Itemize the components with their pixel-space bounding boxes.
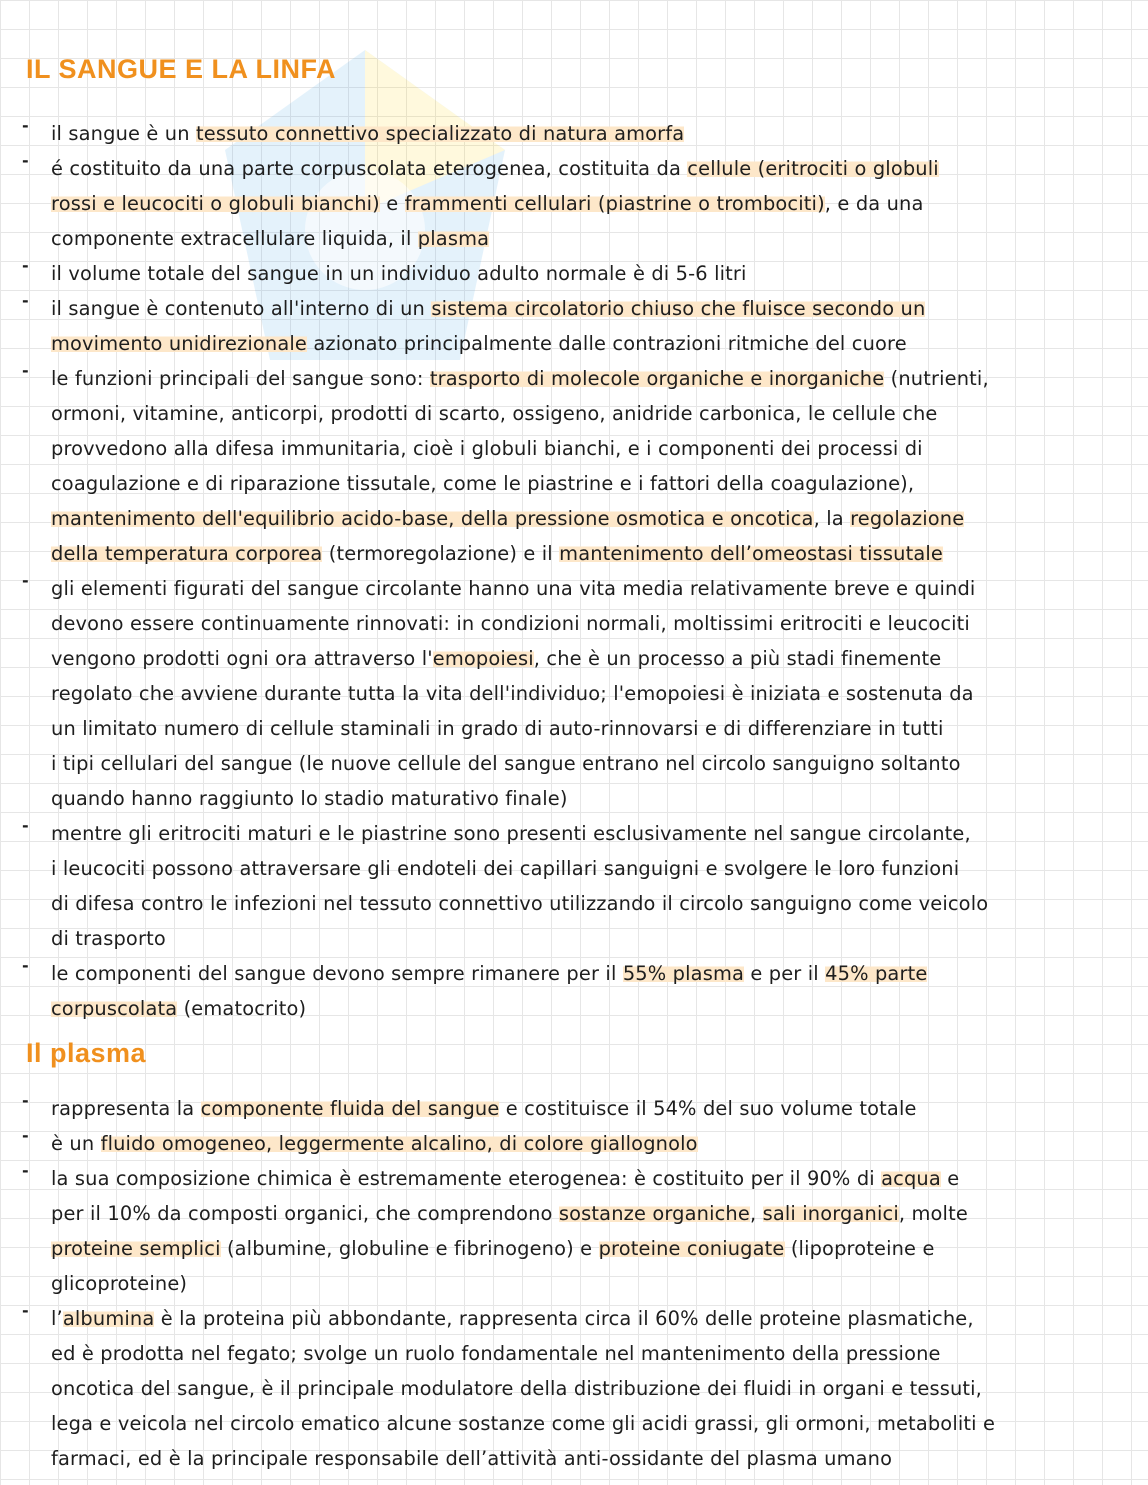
highlighted-text: cellule (eritrociti o globuli [687,157,939,180]
text-line [51,781,1124,816]
text-line [51,711,1124,746]
highlighted-text: sostanze organiche [558,1202,750,1225]
text-line [51,1161,1124,1196]
highlighted-text: sali inorganici [762,1202,899,1225]
text-segment: regolato che avviene durante tutta la vita dell'individuo; l'emopoiesi è iniziata e sostenuta da [51,682,974,705]
text-segment: quando hanno raggiunto lo stadio maturativo finale) [51,787,568,810]
text-segment: glicoproteine) [51,1272,188,1295]
page-title: IL SANGUE E LA LINFA [26,54,337,84]
text-segment: un limitato numero di cellule staminali in grado di auto-rinnovarsi e di differenziare in tutti [51,717,944,740]
highlighted-text: proteine semplici [51,1237,221,1260]
text-segment: , molte [898,1202,968,1225]
text-segment: è un [51,1132,101,1155]
highlighted-text: sistema circolatorio chiuso che fluisce secondo un [431,297,926,320]
text-segment: coagulazione e di riparazione tissutale, come le piastrine e i fattori della coagulazione), [51,472,915,495]
highlighted-text: mantenimento dell’omeostasi tissutale [559,542,943,565]
text-segment: il sangue è contenuto all'interno di un [51,297,432,320]
text-line [51,1371,1124,1406]
text-segment: (ematocrito) [177,997,307,1020]
highlighted-text: proteine coniugate [598,1237,785,1260]
text-line [51,571,1124,606]
highlighted-text: acqua [881,1167,941,1190]
text-segment: , [749,1202,763,1225]
text-line [51,641,1124,676]
text-line [51,1126,1124,1161]
text-line [51,676,1124,711]
highlighted-text: emopoiesi [432,647,534,670]
text-line [51,256,1124,291]
text-line [51,851,1124,886]
text-line [51,1336,1124,1371]
text-segment: é costituito da una parte corpuscolata eterogenea, costituita da [51,157,688,180]
text-segment: , e da una [824,192,924,215]
highlighted-text: trasporto di molecole organiche e inorganiche [429,367,885,390]
text-segment: (lipoproteine e [784,1237,935,1260]
text-segment: lega e veicola nel circolo ematico alcune sostanze come gli acidi grassi, gli ormoni, metaboliti e [51,1412,996,1435]
text-segment: (albumine, globuline e fibrinogeno) e [220,1237,599,1260]
bullet-item [0,571,1148,816]
text-segment: l’ [51,1307,63,1330]
highlighted-text: mantenimento dell'equilibrio acido-base, della pressione osmotica e oncotica [51,507,814,530]
text-segment: azionato principalmente dalle contrazioni ritmiche del cuore [307,332,907,355]
plasma-bullet-list [0,1091,1148,1476]
text-segment: e [379,192,405,215]
text-line [51,1196,1124,1231]
text-segment: e per il [744,962,826,985]
text-segment: di difesa contro le infezioni nel tessuto connettivo utilizzando il circolo sanguigno come veicolo [51,892,989,915]
highlighted-text: plasma [417,227,490,250]
text-line [51,746,1124,781]
text-segment: il sangue è un [51,122,196,145]
text-line [51,816,1124,851]
bullet-item [0,291,1148,361]
text-line [51,431,1124,466]
bullet-item [0,361,1148,571]
highlighted-text: tessuto connettivo specializzato di natura amorfa [196,122,685,145]
text-line [51,1441,1124,1476]
text-line [51,361,1124,396]
text-segment: il volume totale del sangue in un individuo adulto normale è di 5-6 litri [51,262,747,285]
text-line [51,606,1124,641]
highlighted-text: 55% plasma [622,962,745,985]
text-segment: (nutrienti, [884,367,989,390]
text-segment: e [940,1167,960,1190]
text-segment: di trasporto [51,927,166,950]
text-segment: , che è un processo a più stadi finemente [533,647,942,670]
bullet-item [0,1301,1148,1476]
text-line [51,1231,1124,1266]
section-title-plasma: Il plasma [26,1038,147,1068]
highlighted-text: movimento unidirezionale [51,332,308,355]
text-segment: , la [813,507,851,530]
bullet-item [0,256,1148,291]
text-line [51,886,1124,921]
text-segment: farmaci, ed è la principale responsabile dell’attività anti-ossidante del plasma umano [51,1447,893,1470]
highlighted-text: corpuscolata [51,997,178,1020]
highlighted-text: albumina [62,1307,155,1330]
bullet-item [0,151,1148,256]
text-line [51,501,1124,536]
text-line [51,116,1124,151]
highlighted-text: frammenti cellulari (piastrine o trombociti) [404,192,825,215]
bullet-item [0,816,1148,956]
text-line [51,221,1124,256]
text-segment: oncotica del sangue, è il principale modulatore della distribuzione dei fluidi in organi e tessuti, [51,1377,982,1400]
text-segment: i tipi cellulari del sangue (le nuove cellule del sangue entrano nel circolo sanguigno soltanto [51,752,961,775]
text-line [51,1301,1124,1336]
text-segment: componente extracellulare liquida, il [51,227,418,250]
text-segment: e costituisce il 54% del suo volume totale [499,1097,917,1120]
text-segment: gli elementi figurati del sangue circolante hanno una vita media relativamente breve e quindi [51,577,976,600]
highlighted-text: fluido omogeneo, leggermente alcalino, di colore giallognolo [100,1132,698,1155]
bullet-item [0,116,1148,151]
text-line [51,186,1124,221]
highlighted-text: rossi e leucociti o globuli bianchi) [51,192,380,215]
text-segment: la sua composizione chimica è estremamente eterogenea: è costituito per il 90% di [51,1167,882,1190]
text-line [51,326,1124,361]
text-segment: mentre gli eritrociti maturi e le piastrine sono presenti esclusivamente nel sangue circolante, [51,822,971,845]
text-line [51,1091,1124,1126]
text-line [51,1266,1124,1301]
text-line [51,956,1124,991]
text-line [51,536,1124,571]
text-segment: (termoregolazione) e il [322,542,560,565]
text-segment: le componenti del sangue devono sempre rimanere per il [51,962,623,985]
highlighted-text: componente fluida del sangue [200,1097,500,1120]
text-line [51,151,1124,186]
text-line [51,396,1124,431]
text-line [51,921,1124,956]
bullet-item [0,1091,1148,1126]
text-segment: ed è prodotta nel fegato; svolge un ruolo fondamentale nel mantenimento della pressione [51,1342,941,1365]
text-segment: ormoni, vitamine, anticorpi, prodotti di scarto, ossigeno, anidride carbonica, le cellule che [51,402,938,425]
text-segment: rappresenta la [51,1097,201,1120]
text-line [51,1406,1124,1441]
text-line [51,466,1124,501]
text-segment: vengono prodotti ogni ora attraverso l' [51,647,433,670]
text-segment: i leucociti possono attraversare gli endoteli dei capillari sanguigni e svolgere le loro funzioni [51,857,960,880]
text-line [51,991,1124,1026]
bullet-item [0,1161,1148,1301]
highlighted-text: regolazione [850,507,965,530]
text-line [51,291,1124,326]
text-segment: provvedono alla difesa immunitaria, cioè i globuli bianchi, e i componenti dei processi di [51,437,923,460]
bullet-item [0,956,1148,1026]
text-segment: devono essere continuamente rinnovati: in condizioni normali, moltissimi eritrociti e leucociti [51,612,970,635]
bullet-item [0,1126,1148,1161]
blood-bullet-list [0,116,1148,1026]
text-segment: è la proteina più abbondante, rappresenta circa il 60% delle proteine plasmatiche, [154,1307,974,1330]
highlighted-text: della temperatura corporea [51,542,323,565]
text-segment: per il 10% da composti organici, che comprendono [51,1202,559,1225]
highlighted-text: 45% parte [825,962,928,985]
text-segment: le funzioni principali del sangue sono: [51,367,430,390]
